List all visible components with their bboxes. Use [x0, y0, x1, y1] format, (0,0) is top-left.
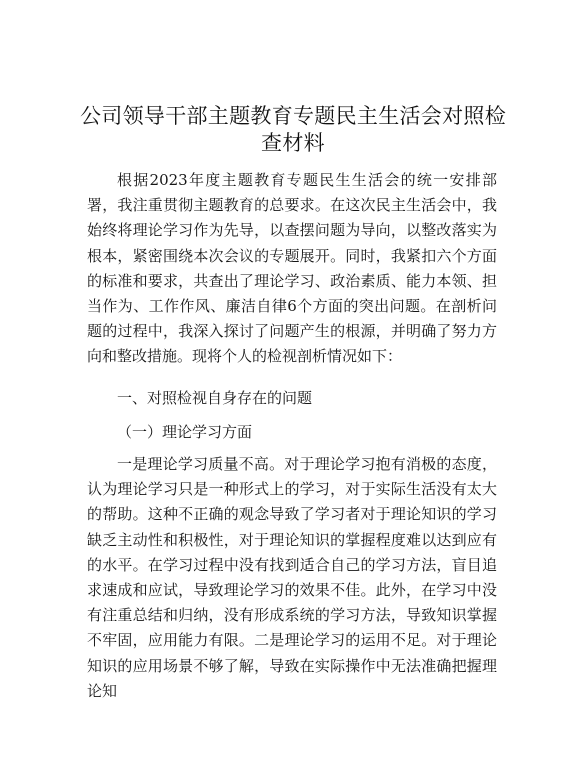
theory-study-paragraph: 一是理论学习质量不高。对于理论学习抱有消极的态度，认为理论学习只是一种形式上的学习，对于实际生活没有太大的帮助。这种不正确的观念导致了学习者对于理论知识的学习缺乏主动性和积极性，对于理论知识的掌握程度难以达到应有的水平。在学习过程中没有找到适合自己的学习方法，盲目追求速成和应试，导致理论学习的效果不佳。此外，在学习中没有注重总结和归纳，没有形成系统的学习方法，导致知识掌握不牢固，应用能力有限。二是理论学习的运用不足。对于理论知识的应用场景不够了解，导致在实际操作中无法准确把握理论知	[87, 455, 497, 700]
intro-paragraph: 根据2023年度主题教育专题民生生活会的统一安排部署，我注重贯彻主题教育的总要求。在这次民主生活会中，我始终将理论学习作为先导，以查摆问题为导向，以整改落实为根本，紧密围绕本次会议的专题展开。同时，我紧扣六个方面的标准和要求，共查出了理论学习、政治素质、能力本领、担当作为、工作作风、廉洁自律6个方面的突出问题。在剖析问题的过程中，我深入探讨了问题产生的根源，并明确了努力方向和整改措施。现将个人的检视剖析情况如下：	[87, 171, 497, 366]
document-title: 公司领导干部主题教育专题民主生活会对照检查材料	[80, 104, 506, 155]
section-heading: 一、对照检视自身存在的问题	[117, 389, 313, 407]
subsection-heading: （一）理论学习方面	[117, 423, 253, 441]
